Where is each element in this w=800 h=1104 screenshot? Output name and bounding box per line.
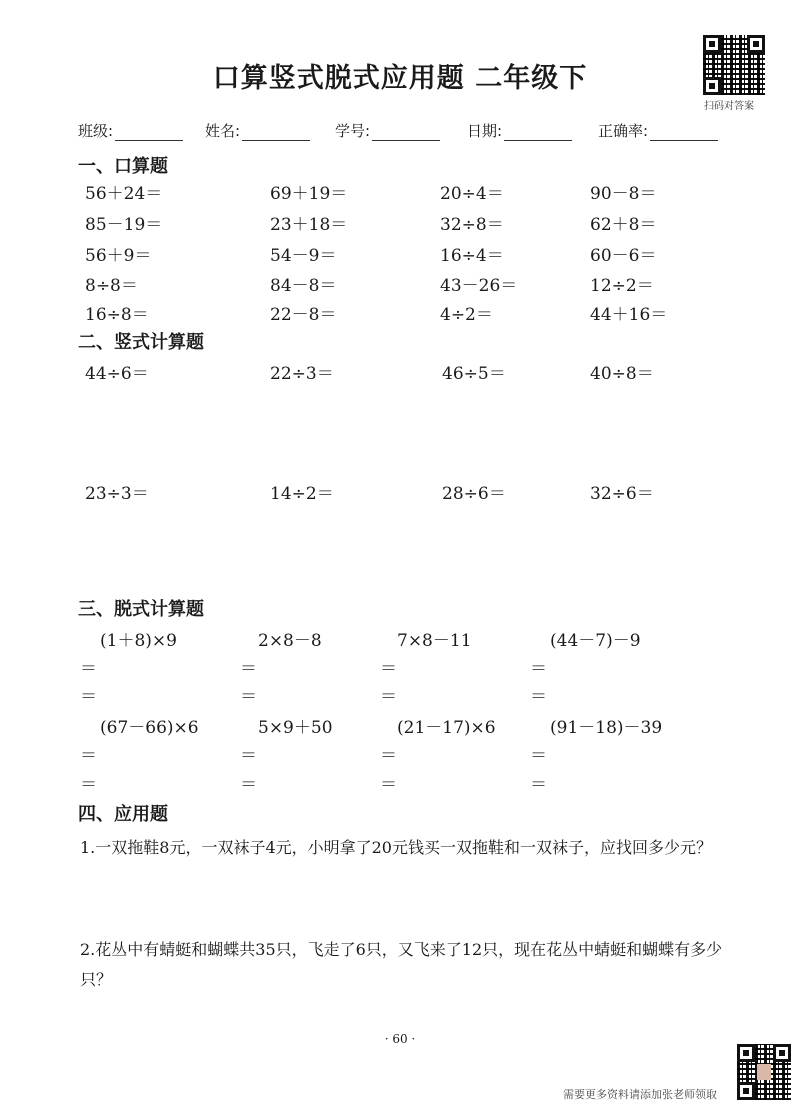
oral-problem: 16÷8＝ — [85, 305, 149, 325]
oral-problem: 90－8＝ — [590, 184, 657, 204]
vertical-problem: 44÷6＝ — [85, 364, 149, 384]
vertical-problem: 46÷5＝ — [442, 364, 506, 384]
equals-sign: ＝ — [80, 746, 97, 766]
equals-sign: ＝ — [380, 775, 397, 795]
oral-problem: 20÷4＝ — [440, 184, 504, 204]
info-label: 姓名: — [205, 122, 241, 140]
oral-problem: 43－26＝ — [440, 276, 518, 296]
stepwise-expression: (21－17)×6 — [397, 718, 496, 738]
info-blank-input[interactable] — [372, 126, 440, 141]
vertical-problem: 40÷8＝ — [590, 364, 654, 384]
oral-problem: 54－9＝ — [270, 246, 337, 266]
avatar — [757, 1064, 771, 1080]
equals-sign: ＝ — [530, 775, 547, 795]
equals-sign: ＝ — [380, 659, 397, 679]
equals-sign: ＝ — [530, 687, 547, 707]
word-problem-2: 2.花丛中有蜻蜓和蝴蝶共35只，飞走了6只，又飞来了12只，现在花丛中蜻蜓和蝴蝶有多少只？ — [80, 940, 723, 989]
info-label: 日期: — [467, 122, 503, 140]
page-number: · 60 · — [384, 1032, 416, 1046]
stepwise-expression: 2×8－8 — [258, 631, 322, 651]
equals-sign: ＝ — [80, 775, 97, 795]
equals-sign: ＝ — [80, 659, 97, 679]
section-heading-oral: 一、口算题 — [78, 156, 168, 177]
info-blank-input[interactable] — [115, 126, 183, 141]
oral-problem: 60－6＝ — [590, 246, 657, 266]
contact-qr-code[interactable] — [737, 1044, 791, 1100]
stepwise-expression: (67－66)×6 — [100, 718, 199, 738]
stepwise-expression: (44－7)－9 — [550, 631, 641, 651]
oral-problem: 8÷8＝ — [85, 276, 138, 296]
oral-problem: 56＋24＝ — [85, 184, 163, 204]
oral-problem: 32÷8＝ — [440, 215, 504, 235]
equals-sign: ＝ — [240, 775, 257, 795]
info-label: 正确率: — [598, 122, 649, 140]
word-problem-1: 1.一双拖鞋8元，一双袜子4元，小明拿了20元钱买一双拖鞋和一双袜子，应找回多少元？ — [80, 838, 712, 857]
stepwise-expression: (91－18)－39 — [550, 718, 663, 738]
info-blank-input[interactable] — [242, 126, 310, 141]
oral-problem: 12÷2＝ — [590, 276, 654, 296]
info-field — [78, 120, 183, 141]
oral-problem: 16÷4＝ — [440, 246, 504, 266]
info-label: 班级: — [78, 122, 114, 140]
info-label: 学号: — [335, 122, 371, 140]
oral-problem: 23＋18＝ — [270, 215, 348, 235]
oral-problem: 44＋16＝ — [590, 305, 668, 325]
equals-sign: ＝ — [240, 659, 257, 679]
equals-sign: ＝ — [240, 687, 257, 707]
info-field — [598, 120, 718, 141]
page-title: 口算竖式脱式应用题 二年级下 — [212, 63, 588, 94]
vertical-problem: 32÷6＝ — [590, 484, 654, 504]
oral-problem: 22－8＝ — [270, 305, 337, 325]
info-field — [205, 120, 310, 141]
equals-sign: ＝ — [380, 746, 397, 766]
vertical-problem: 22÷3＝ — [270, 364, 334, 384]
info-blank-input[interactable] — [504, 126, 572, 141]
answer-qr-code[interactable] — [703, 35, 765, 95]
qr-caption: 扫码对答案 — [704, 101, 754, 112]
vertical-problem: 28÷6＝ — [442, 484, 506, 504]
section-heading-word: 四、应用题 — [78, 804, 168, 825]
stepwise-expression: (1＋8)×9 — [100, 631, 177, 651]
equals-sign: ＝ — [530, 746, 547, 766]
stepwise-expression: 7×8－11 — [397, 631, 472, 651]
vertical-problem: 14÷2＝ — [270, 484, 334, 504]
section-heading-vertical: 二、竖式计算题 — [78, 332, 204, 353]
equals-sign: ＝ — [380, 687, 397, 707]
oral-problem: 56＋9＝ — [85, 246, 152, 266]
oral-problem: 69＋19＝ — [270, 184, 348, 204]
vertical-problem: 23÷3＝ — [85, 484, 149, 504]
info-blank-input[interactable] — [650, 126, 718, 141]
section-heading-stepwise: 三、脱式计算题 — [78, 599, 204, 620]
footer-text: 需要更多资料请添加张老师领取 — [563, 1088, 717, 1101]
stepwise-expression: 5×9＋50 — [258, 718, 333, 738]
info-field — [467, 120, 572, 141]
equals-sign: ＝ — [530, 659, 547, 679]
oral-problem: 62＋8＝ — [590, 215, 657, 235]
info-field — [335, 120, 440, 141]
equals-sign: ＝ — [80, 687, 97, 707]
oral-problem: 84－8＝ — [270, 276, 337, 296]
equals-sign: ＝ — [240, 746, 257, 766]
oral-problem: 85－19＝ — [85, 215, 163, 235]
oral-problem: 4÷2＝ — [440, 305, 493, 325]
